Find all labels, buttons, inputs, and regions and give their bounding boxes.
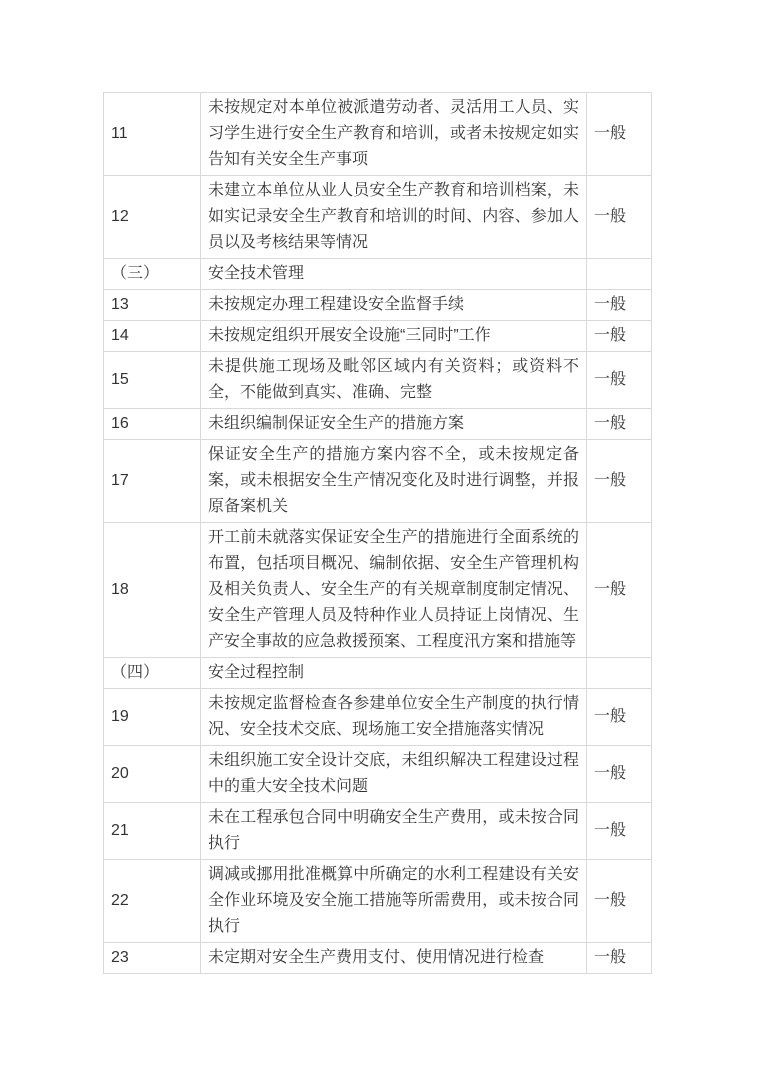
table-row xyxy=(104,290,652,321)
row-number-cell: 16 xyxy=(104,409,201,440)
violation-desc-cell: 保证安全生产的措施方案内容不全，或未按规定备案，或未根据安全生产情况变化及时进行调整，并报原备案机关 xyxy=(201,440,587,523)
table-row xyxy=(104,409,652,440)
table-row xyxy=(104,440,652,523)
row-number-cell: 15 xyxy=(104,352,201,409)
severity-cell: 一般 xyxy=(587,176,652,259)
violation-desc-cell: 未按规定办理工程建设安全监督手续 xyxy=(201,290,587,321)
table-row xyxy=(104,176,652,259)
section-title-cell: 安全技术管理 xyxy=(201,259,587,290)
violation-desc-cell: 未提供施工现场及毗邻区域内有关资料；或资料不全，不能做到真实、准确、完整 xyxy=(201,352,587,409)
table-row xyxy=(104,689,652,746)
violation-desc-cell: 未按规定组织开展安全设施“三同时”工作 xyxy=(201,321,587,352)
severity-cell: 一般 xyxy=(587,860,652,943)
section-row xyxy=(104,259,652,290)
severity-cell: 一般 xyxy=(587,803,652,860)
severity-cell: 一般 xyxy=(587,746,652,803)
severity-cell: 一般 xyxy=(587,689,652,746)
row-number-cell: 11 xyxy=(104,93,201,176)
severity-cell: 一般 xyxy=(587,943,652,974)
table-row xyxy=(104,523,652,658)
violation-table xyxy=(103,92,652,974)
severity-cell: 一般 xyxy=(587,321,652,352)
row-number-cell: 21 xyxy=(104,803,201,860)
section-title-cell: 安全过程控制 xyxy=(201,658,587,689)
table-row xyxy=(104,746,652,803)
severity-cell: 一般 xyxy=(587,352,652,409)
violation-desc-cell: 未定期对安全生产费用支付、使用情况进行检查 xyxy=(201,943,587,974)
section-row xyxy=(104,658,652,689)
violation-desc-cell: 未组织施工安全设计交底，未组织解决工程建设过程中的重大安全技术问题 xyxy=(201,746,587,803)
violation-desc-cell: 未组织编制保证安全生产的措施方案 xyxy=(201,409,587,440)
row-number-cell: 22 xyxy=(104,860,201,943)
row-number-cell: 19 xyxy=(104,689,201,746)
table-row xyxy=(104,93,652,176)
row-number-cell: 23 xyxy=(104,943,201,974)
severity-cell: 一般 xyxy=(587,290,652,321)
row-number-cell: 18 xyxy=(104,523,201,658)
violation-desc-cell: 开工前未就落实保证安全生产的措施进行全面系统的布置，包括项目概况、编制依据、安全生产管理机构及相关负责人、安全生产的有关规章制度制定情况、安全生产管理人员及特种作业人员持证上岗情况、生产安全事故的应急救援预案、工程度汛方案和措施等 xyxy=(201,523,587,658)
row-number-cell: 13 xyxy=(104,290,201,321)
severity-cell xyxy=(587,259,652,290)
violation-desc-cell: 未在工程承包合同中明确安全生产费用，或未按合同执行 xyxy=(201,803,587,860)
row-number-cell: 14 xyxy=(104,321,201,352)
section-number-cell: （三） xyxy=(104,259,201,290)
violation-desc-cell: 未按规定监督检查各参建单位安全生产制度的执行情况、安全技术交底、现场施工安全措施落实情况 xyxy=(201,689,587,746)
row-number-cell: 12 xyxy=(104,176,201,259)
severity-cell xyxy=(587,658,652,689)
table-row xyxy=(104,321,652,352)
violation-desc-cell: 调减或挪用批准概算中所确定的水利工程建设有关安全作业环境及安全施工措施等所需费用，或未按合同执行 xyxy=(201,860,587,943)
table-row xyxy=(104,352,652,409)
section-number-cell: （四） xyxy=(104,658,201,689)
violation-desc-cell: 未建立本单位从业人员安全生产教育和培训档案，未如实记录安全生产教育和培训的时间、内容、参加人员以及考核结果等情况 xyxy=(201,176,587,259)
row-number-cell: 20 xyxy=(104,746,201,803)
table-row xyxy=(104,803,652,860)
severity-cell: 一般 xyxy=(587,523,652,658)
violation-desc-cell: 未按规定对本单位被派遣劳动者、灵活用工人员、实习学生进行安全生产教育和培训，或者未按规定如实告知有关安全生产事项 xyxy=(201,93,587,176)
row-number-cell: 17 xyxy=(104,440,201,523)
severity-cell: 一般 xyxy=(587,440,652,523)
severity-cell: 一般 xyxy=(587,409,652,440)
table-row xyxy=(104,860,652,943)
severity-cell: 一般 xyxy=(587,93,652,176)
table-row xyxy=(104,943,652,974)
